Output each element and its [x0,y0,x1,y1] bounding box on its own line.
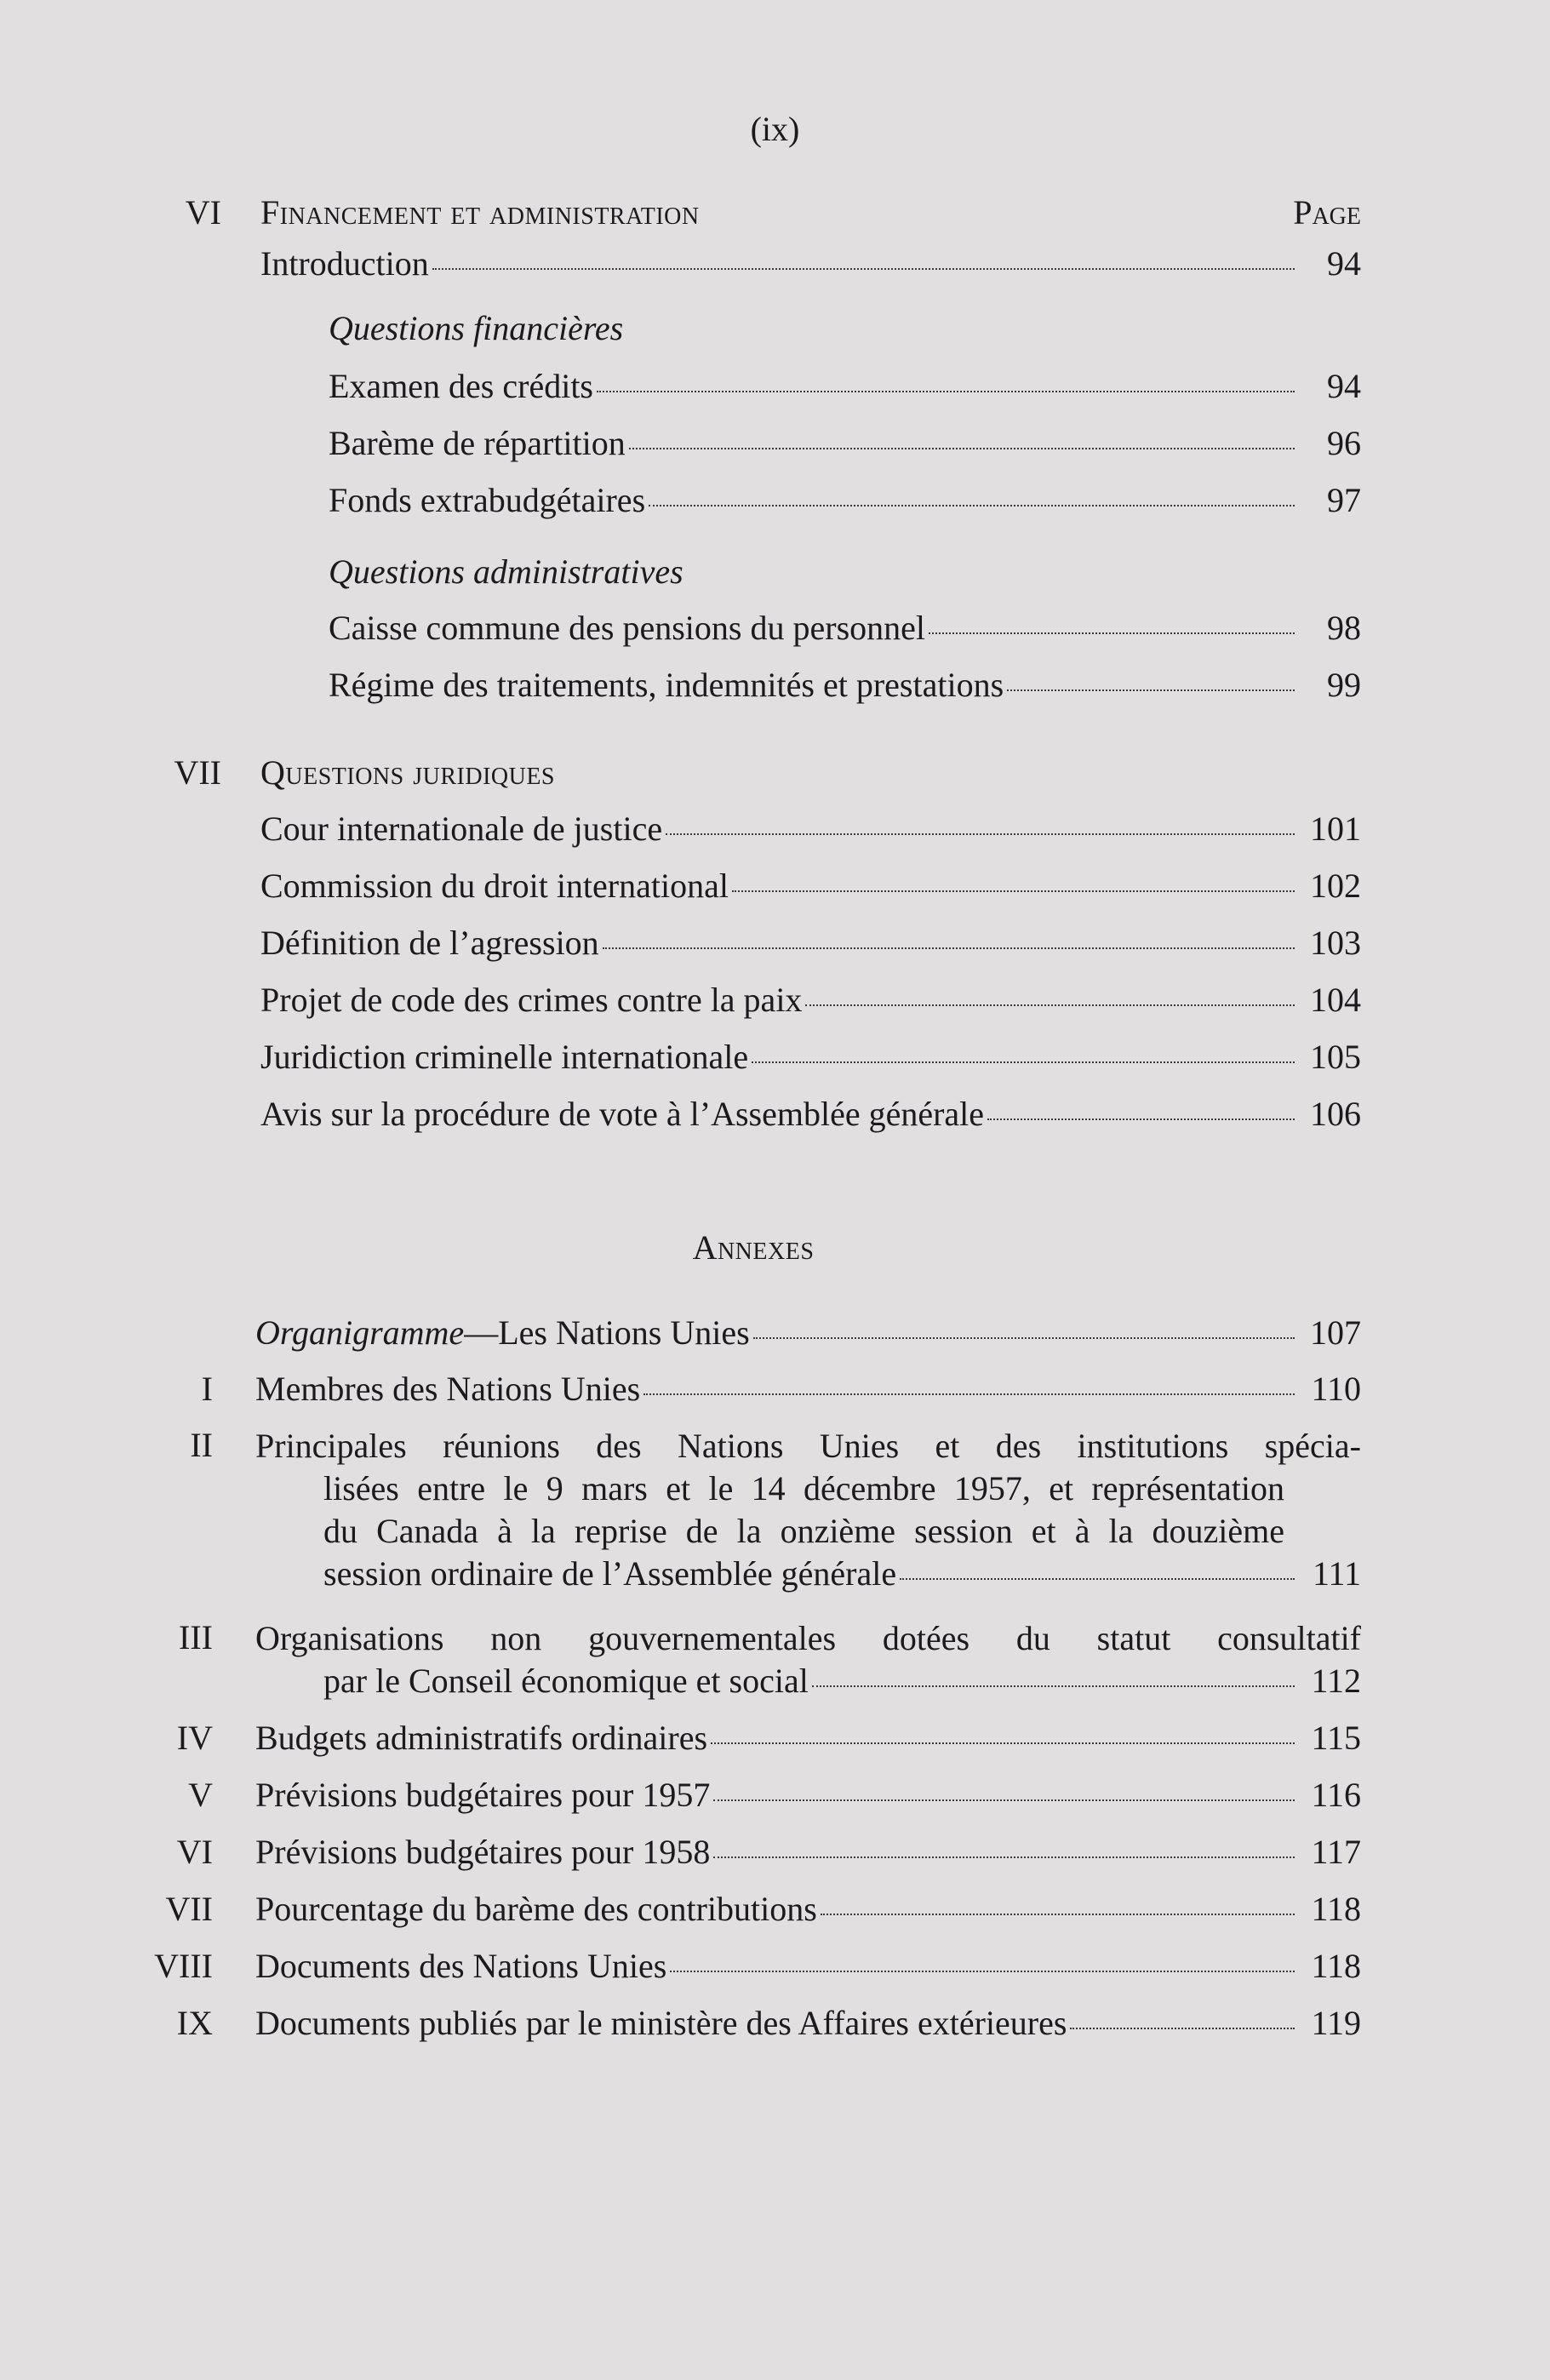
dot-leader [603,947,1295,949]
toc-entry [260,923,1361,967]
toc-entry-label: Pourcentage du barème des contributions [255,1890,817,1928]
toc-entry-page: 119 [1311,2004,1361,2042]
toc-entry-page: 101 [1310,810,1361,848]
toc-entry [255,1889,1361,1933]
entry-line: Principales réunions des Nations Unies et des institutions spécia- [255,1427,1361,1465]
dot-leader [929,632,1295,634]
toc-entry-page: 105 [1310,1038,1361,1076]
dot-leader [1070,2028,1295,2029]
entry-line: par le Conseil économique et social [323,1662,809,1700]
toc-entry-page: 118 [1311,1890,1361,1928]
annex-number: III [179,1618,213,1656]
dot-leader [752,1061,1295,1063]
toc-entry [329,665,1361,709]
toc-entry-page: 110 [1311,1370,1361,1408]
toc-entry [255,1946,1361,1990]
toc-entry-page: 106 [1310,1095,1361,1133]
toc-entry-page: 103 [1310,924,1361,962]
toc-entry-multiline [255,1425,1361,1595]
toc-entry-label: Projet de code des crimes contre la paix [260,981,803,1019]
toc-entry [255,2003,1361,2047]
toc-entry [260,866,1361,910]
toc-entry-page: 112 [1311,1662,1361,1700]
toc-entry [260,980,1361,1024]
annex-number: VI [176,1833,213,1871]
toc-entry-page: 94 [1327,244,1361,283]
toc-entry-label: Documents publiés par le ministère des Affaires extérieures [255,2004,1067,2042]
toc-entry-label: Documents des Nations Unies [255,1947,667,1985]
toc-entry [255,1718,1361,1762]
dot-leader [629,448,1295,449]
toc-entry [255,1775,1361,1819]
dot-leader [643,1393,1295,1395]
toc-entry-label: Membres des Nations Unies [255,1370,641,1408]
toc-entry-label: Examen des crédits [329,367,593,405]
dot-leader [1007,689,1295,691]
toc-entry-label: Définition de l’agression [260,924,599,962]
annex-number: VII [165,1890,213,1928]
organigram-rest: —Les Nations Unies [464,1313,750,1352]
dot-leader [713,1799,1295,1801]
dot-leader [432,268,1295,270]
annex-number: I [201,1370,213,1408]
toc-entry-label [255,1313,750,1353]
entry-line: session ordinaire de l’Assemblée générale [323,1554,897,1593]
subheading-questions-financieres: Questions financières [329,309,624,347]
toc-entry-page: 96 [1327,424,1361,462]
annex-number: II [190,1426,213,1464]
dot-leader [666,833,1295,835]
toc-entry-introduction [260,243,1361,288]
dot-leader [711,1742,1295,1744]
toc-entry-page: 94 [1327,367,1361,405]
dot-leader [713,1857,1295,1858]
toc-entry-label: Prévisions budgétaires pour 1958 [255,1833,711,1871]
toc-entry-label: Cour internationale de justice [260,810,663,848]
toc-entry-label: Avis sur la procédure de vote à l’Assemblée générale [260,1095,985,1133]
toc-entry-page: 99 [1327,666,1361,704]
dot-leader [812,1685,1295,1687]
toc-entry [329,608,1361,652]
dot-leader [597,391,1295,392]
dot-leader [900,1578,1295,1580]
toc-entry-multiline [255,1617,1361,1702]
annex-number: V [188,1776,213,1814]
annex-number: IX [176,2004,213,2042]
dot-leader [649,505,1295,506]
toc-entry [260,1094,1361,1138]
dot-leader [753,1337,1295,1339]
entry-last-line [255,1553,1361,1595]
toc-entry-page: 98 [1327,609,1361,647]
dot-leader [805,1004,1295,1006]
entry-line: du Canada à la reprise de la onzième session et à la douzième [323,1512,1284,1550]
section-vii-number: VII [174,753,221,792]
toc-entry [329,366,1361,410]
dot-leader [987,1118,1295,1120]
toc-entry-page: 115 [1311,1719,1361,1757]
toc-entry-page: 97 [1327,481,1361,519]
annex-number: IV [176,1719,213,1757]
toc-entry-label: Juridiction criminelle internationale [260,1038,749,1076]
entry-last-line [255,1660,1361,1702]
toc-entry-page: 118 [1311,1947,1361,1985]
annex-number: VIII [154,1947,213,1985]
toc-entry [329,480,1361,524]
toc-entry-label: Budgets administratifs ordinaires [255,1719,708,1757]
entry-line: lisées entre le 9 mars et le 14 décembre 1957, et représentation [323,1469,1284,1508]
toc-entry-page: 111 [1312,1554,1361,1593]
dot-leader [670,1971,1295,1972]
organigram-italic: Organigramme [255,1313,465,1352]
toc-entry-organigram [255,1313,1361,1357]
toc-entry-label: Commission du droit international [260,867,729,905]
dot-leader [821,1914,1295,1915]
subheading-questions-administratives: Questions administratives [329,552,683,591]
toc-entry-page: 104 [1310,981,1361,1019]
section-vi-title: Financement et administration [260,193,700,232]
toc-entry [329,423,1361,467]
toc-entry-label: Caisse commune des pensions du personnel [329,609,925,647]
toc-entry [260,1037,1361,1081]
dot-leader [732,890,1295,892]
toc-entry-label: Barème de répartition [329,424,626,462]
section-vi-number: VI [185,193,221,232]
toc-entry [255,1832,1361,1876]
toc-entry-page: 107 [1310,1313,1361,1352]
toc-entry-label: Fonds extrabudgétaires [329,481,646,519]
section-vii-title: Questions juridiques [260,753,556,792]
page-column-heading: Page [1293,193,1361,232]
toc-entry [260,809,1361,853]
toc-entry-label: Prévisions budgétaires pour 1957 [255,1776,711,1814]
toc-entry-label: Régime des traitements, indemnités et prestations [329,666,1004,704]
toc-entry-page: 117 [1311,1833,1361,1871]
entry-line: Organisations non gouvernementales dotées du statut consultatif [255,1619,1361,1657]
page-folio: (ix) [750,110,800,148]
toc-entry-page: 116 [1311,1776,1361,1814]
annexes-heading: Annexes [692,1228,815,1267]
toc-entry [255,1369,1361,1413]
toc-entry-label: Introduction [260,244,429,283]
toc-entry-page: 102 [1310,867,1361,905]
